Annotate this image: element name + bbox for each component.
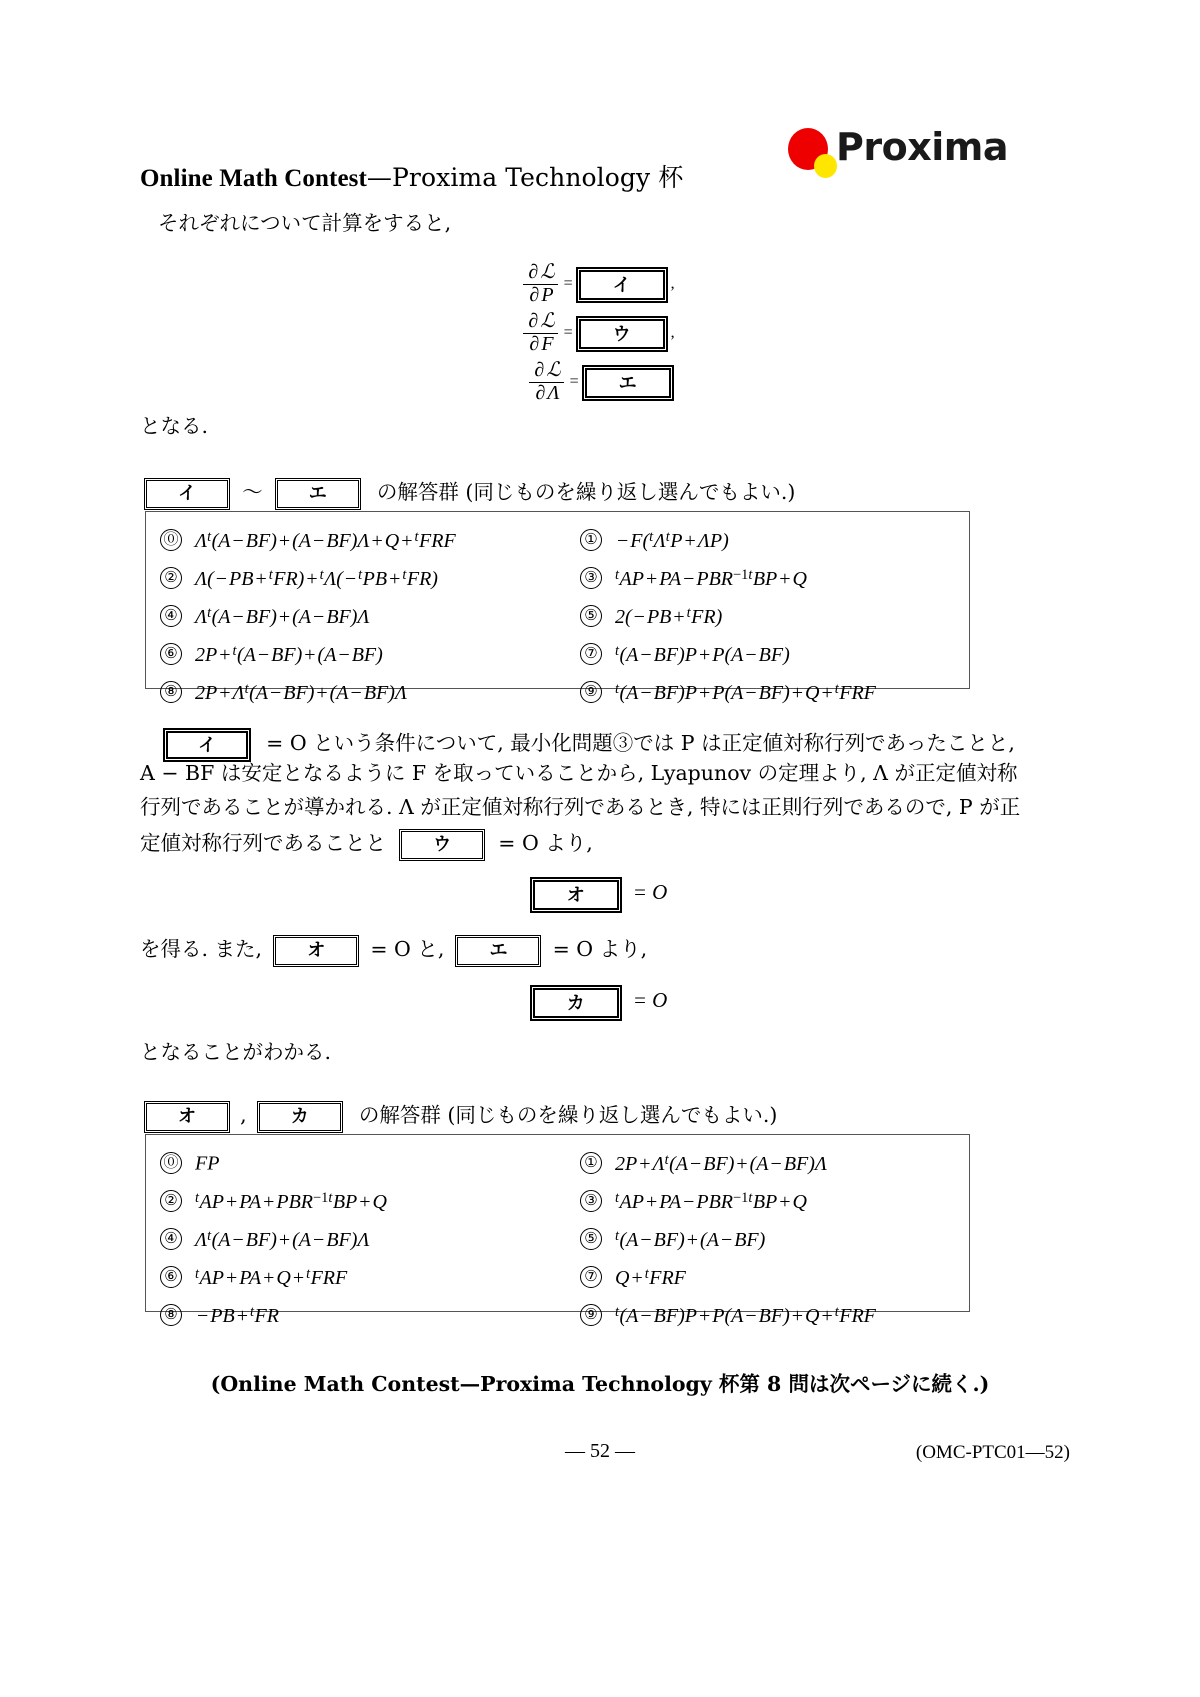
tilde-symbol: 〜 [242, 480, 263, 504]
fraction-denominator: ∂ Λ [529, 382, 563, 405]
fraction-dL-dF [523, 310, 557, 355]
choice-number: ② [160, 1190, 182, 1212]
choice-number: ⑥ [160, 1266, 182, 1288]
equals-sign: = [569, 373, 579, 391]
equation-dL-dLambda [0, 357, 1200, 405]
answer-box-i-label[interactable]: イ [146, 480, 228, 508]
choice-number: ② [160, 567, 182, 589]
choice-item[interactable] [580, 529, 729, 551]
body-line4-post: = O より, [498, 831, 593, 855]
choice-item[interactable] [160, 1266, 347, 1288]
choice-text: $\Lambda^t(A - BF) + (A - BF)\Lambda$ [195, 604, 370, 628]
page-title-bold: Online Math Contest [140, 165, 367, 192]
choice-number: ⑨ [580, 681, 602, 703]
choice-text: $\Lambda^t(A - BF) + (A - BF)\Lambda + Q + ^tFRF$ [195, 528, 456, 552]
body-paragraph-line4 [140, 826, 593, 859]
equation-o-rel: = O [632, 880, 668, 904]
answer-box-o-equation[interactable]: オ [533, 880, 619, 910]
choice-number: ⑦ [580, 1266, 602, 1288]
choice-item[interactable] [160, 1152, 219, 1174]
choice-item[interactable] [160, 605, 370, 627]
choice-number: ⑥ [160, 643, 182, 665]
choice-text: Λ( − PB + $^t$FR) + $^t$Λ( − $^t$PB + $^t$FR) [195, 566, 438, 590]
group1-label-text: の解答群 (同じものを繰り返し選んでもよい.) [376, 480, 796, 504]
page-title-rest: —Proxima Technology 杯 [366, 163, 684, 192]
logo-yellow-circle-icon [814, 154, 837, 178]
choice-number: ⑧ [160, 1304, 182, 1326]
fraction-denominator: ∂ F [523, 333, 557, 356]
equals-sign: = [563, 275, 573, 293]
fraction-dL-dLambda [529, 359, 563, 404]
group2-label-text: の解答群 (同じものを繰り返し選んでもよい.) [358, 1103, 778, 1127]
choice-number: ⑤ [580, 1228, 602, 1250]
answer-box-o-label[interactable]: オ [146, 1103, 228, 1131]
body-line2-text: A − BF は安定となるように F を取っていることから, Lyapunov の定理より, Λ が正定値対称 [140, 761, 1018, 785]
body-line5-pre: を得る. また, [140, 937, 263, 961]
answer-box-ka-label[interactable]: カ [259, 1103, 341, 1131]
group1-choices-table [145, 511, 970, 704]
choice-text: FP [195, 1152, 220, 1175]
choice-number: ⑧ [160, 681, 182, 703]
choice-item[interactable] [160, 1228, 370, 1250]
after-equations-text: となる. [140, 414, 209, 438]
equation-o-equals-zero [0, 880, 1200, 910]
choice-text: $2P + \Lambda^t(A - BF) + (A - BF)\Lambda$ [195, 680, 407, 704]
choice-item[interactable] [160, 643, 383, 665]
choice-item[interactable] [160, 1304, 279, 1326]
equation-ka-rel: = O [632, 988, 668, 1012]
choice-item[interactable] [160, 1190, 387, 1212]
choice-number: ③ [580, 1190, 602, 1212]
body-conclusion-text: となることがわかる. [140, 1040, 332, 1064]
answer-box-i-body[interactable]: イ [166, 731, 248, 759]
answer-box-e-eq3[interactable]: エ [585, 368, 671, 398]
body-line5-mid: = O と, [370, 937, 445, 961]
choice-item[interactable] [580, 1190, 807, 1212]
page-header [140, 125, 1008, 210]
body-line5-post: = O より, [552, 937, 648, 961]
group2-choices-table [145, 1134, 970, 1327]
proxima-logo [780, 125, 1008, 188]
page-title [140, 158, 683, 194]
body-line1-text: = O という条件について, 最小化問題③では P は正定値対称行列であったことと, [266, 731, 1015, 755]
choice-text: 2( − PB + $^t$FR) [615, 604, 723, 628]
choice-text: 2P + $^t$(A − BF) + (A − BF) [195, 642, 383, 666]
body-line4-pre: 定値対称行列であることと [140, 831, 386, 855]
choice-number: ① [580, 1152, 602, 1174]
choice-text: $^t$AP + PA + $PBR^{-1t}BP + Q$ [195, 1189, 387, 1213]
body-paragraph-line3: 行列であることが導かれる. Λ が正定値対称行列であるとき, 特には正則行列であるので, P が正 [140, 795, 1021, 819]
page-code: (OMC-PTC01—52) [915, 1442, 1070, 1463]
choice-item[interactable] [580, 643, 790, 665]
choice-item[interactable] [580, 1304, 876, 1326]
choice-item[interactable] [580, 567, 807, 589]
fraction-denominator: ∂ P [523, 284, 557, 307]
answer-box-e-inline[interactable]: エ [457, 937, 539, 965]
choice-item[interactable] [580, 605, 722, 627]
comma: , [670, 324, 675, 342]
fraction-numerator: ∂ ℒ [528, 308, 555, 332]
choice-number: ⓪ [160, 529, 182, 551]
choice-text: $^t$(A − BF) + (A − BF) [615, 1227, 766, 1251]
equals-sign: = [563, 324, 573, 342]
choice-number: ④ [160, 605, 182, 627]
body-paragraph-line5 [140, 932, 647, 965]
choice-item[interactable] [580, 1152, 827, 1174]
fraction-numerator: ∂ ℒ [528, 259, 555, 283]
choice-number: ① [580, 529, 602, 551]
choice-number: ⑨ [580, 1304, 602, 1326]
intro-line: それぞれについて計算をすると, [158, 211, 452, 235]
fraction-numerator: ∂ ℒ [534, 357, 561, 381]
page-number: — 52 — [565, 1440, 635, 1462]
choice-text: − $F(^t\Lambda^tP + \Lambda P)$ [617, 528, 729, 552]
answer-box-ka-equation[interactable]: カ [533, 988, 619, 1018]
group1-label [146, 475, 795, 508]
choice-text: $\Lambda^t(A - BF) + (A - BF)\Lambda$ [195, 1227, 370, 1251]
choice-number: ⑦ [580, 643, 602, 665]
equation-ka-equals-zero [0, 988, 1200, 1018]
choice-item[interactable] [160, 567, 438, 589]
answer-box-u-eq2[interactable]: ウ [579, 319, 665, 349]
choice-item[interactable] [580, 681, 876, 703]
choice-text: $^t$AP + PA − $PBR^{-1t}BP + Q$ [615, 566, 807, 590]
body-paragraph-line1 [166, 726, 1015, 759]
equation-dL-dP [0, 259, 1200, 307]
choice-item[interactable] [160, 681, 407, 703]
group2-label [146, 1098, 777, 1131]
fraction-dL-dP [523, 261, 557, 306]
logo-wordmark: Proxima [836, 125, 1008, 169]
choice-item[interactable] [580, 1266, 686, 1288]
choice-text: $^t$(A − BF)P + P(A − BF) + Q + $^t$FRF [615, 680, 876, 704]
choice-number: ⑤ [580, 605, 602, 627]
answer-box-o-inline[interactable]: オ [275, 937, 357, 965]
choice-text: $^t$(A − BF)P + P(A − BF) + Q + $^t$FRF [615, 1303, 876, 1327]
choice-item[interactable] [160, 529, 456, 551]
group2-label-comma: , [240, 1103, 247, 1127]
answer-box-u-body[interactable]: ウ [401, 831, 483, 859]
choice-text: $^t$AP + PA + Q + $^t$FRF [195, 1265, 348, 1289]
equation-dL-dF [0, 308, 1200, 356]
choice-text: − PB + $^t$FR [197, 1303, 279, 1327]
choice-text: $^t$AP + PA − $PBR^{-1t}BP + Q$ [615, 1189, 807, 1213]
choice-number: ⓪ [160, 1152, 182, 1174]
comma: , [670, 275, 675, 293]
choice-text: $2P + \Lambda^t(A - BF) + (A - BF)\Lambda$ [615, 1151, 827, 1175]
answer-box-e-label[interactable]: エ [277, 480, 359, 508]
choice-item[interactable] [580, 1228, 765, 1250]
choice-number: ③ [580, 567, 602, 589]
choice-number: ④ [160, 1228, 182, 1250]
answer-box-i-eq1[interactable]: イ [579, 270, 665, 300]
continuation-note: (Online Math Contest—Proxima Technology 杯第 8 問は次ページに続く.) [210, 1372, 990, 1396]
choice-text: $^t$(A − BF)P + P(A − BF) [615, 642, 790, 666]
choice-text: Q + $^t$FRF [615, 1265, 686, 1289]
body-paragraph-line2 [140, 763, 1017, 784]
